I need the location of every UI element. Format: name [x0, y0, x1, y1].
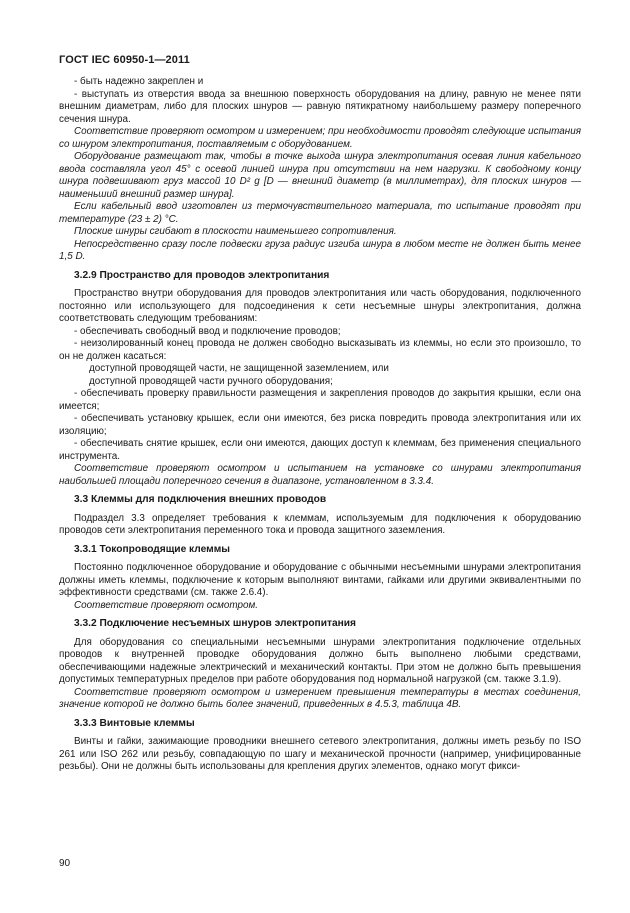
compliance-paragraph: Оборудование размещают так, чтобы в точке выхода шнура электропитания осевая линия кабельного ввода составляла угол 45° с осевой линией шнура при отсутствии на нем нагрузки. К свободному концу шнура подвешивают груз массой 10 D² g [D — внешний диаметр (в миллиметрах), для плоских шнуров — наименьший внешний размер шнура]. [59, 151, 581, 200]
compliance-paragraph: Соответствие проверяют осмотром и измерением; при необходимости проводят следующие испытания со шнуром электропитания, поставляемым с оборудованием. [59, 126, 581, 150]
section-heading: 3.3.1 Токопроводящие клеммы [74, 543, 230, 555]
paragraph: - неизолированный конец провода не должен свободно высказывать из клеммы, но если это произошло, то он не должен касаться: [59, 338, 581, 362]
list-subitem: доступной проводящей части, не защищенной заземлением, или [89, 363, 389, 374]
compliance-paragraph: Плоские шнуры сгибают в плоскости наименьшего сопротивления. [74, 226, 397, 237]
page-number: 90 [59, 858, 71, 869]
section-heading: 3.2.9 Пространство для проводов электропитания [74, 269, 330, 281]
compliance-paragraph: Соответствие проверяют осмотром. [74, 599, 259, 611]
paragraph: Винты и гайки, зажимающие проводники внешнего сетевого электропитания, должны иметь резьбу по ISO 261 или ISO 262 или резьбу, совпадающую по шагу и механической прочности (например, унифицированные резьбы). Они не должны быть использованы для крепления других элементов, однако могут фикси- [59, 736, 581, 772]
paragraph: Пространство внутри оборудования для проводов электропитания или часть оборудования, подключенного постоянно или использующего для подсоединения к сети несъемные шнуры электропитания, должна соответствовать следующим требованиям: [59, 288, 581, 324]
list-subitem: доступной проводящей части ручного оборудования; [89, 375, 333, 387]
paragraph: - обеспечивать установку крышек, если они имеются, без риска повредить провода электропитания или их изоляцию; [59, 413, 581, 437]
section-heading: 3.3 Клеммы для подключения внешних проводов [74, 494, 327, 505]
paragraph: - выступать из отверстия ввода за внешнюю поверхность оборудования на длину, равную не менее пяти внешним диаметрам, либо для плоских шнуров — равную пятикратному наибольшему размеру поперечного сечения шнура. [59, 88, 581, 125]
compliance-paragraph: Соответствие проверяют осмотром и измерением превышения температуры в местах соединения, значение которой не должно быть более значений, приведенных в 4.5.3, таблица 4В. [59, 686, 581, 710]
paragraph: - быть надежно закреплен и [74, 76, 204, 87]
compliance-paragraph: Непосредственно сразу после подвески груза радиус изгиба шнура в любом месте не должен быть менее 1,5 D. [59, 238, 581, 262]
paragraph: Постоянно подключенное оборудование и оборудование с обычными несъемными шнурами электропитания должны иметь клеммы, подключение к которым выполняют винтами, гайками или другими эквивалентными по эффективности средствами (см. также 2.6.4). [59, 562, 581, 598]
paragraph: Для оборудования со специальными несъемными шнурами электропитания подключение отдельных проводов к внутренней проводке оборудования должно быть выполнено любыми средствами, обеспечивающими надежные электрический и механический контакты. При этом не должно быть превышения допустимых температурных пределов при работе оборудования под нормальной нагрузкой (см. также 3.1.9). [59, 636, 581, 685]
paragraph: - обеспечивать снятие крышек, если они имеются, дающих доступ к клеммам, без применения специального инструмента. [59, 438, 581, 462]
paragraph: - обеспечивать свободный ввод и подключение проводов; [74, 325, 341, 337]
compliance-paragraph: Если кабельный ввод изготовлен из термочувствительного материала, то испытание проводят при температуре (23 ± 2) °С. [59, 201, 581, 225]
page-header: ГОСТ IEC 60950-1—2011 [59, 54, 190, 66]
document-body [59, 76, 581, 774]
section-heading: 3.3.2 Подключение несъемных шнуров электропитания [74, 618, 356, 629]
paragraph: Подраздел 3.3 определяет требования к клеммам, используемым для подключения к оборудованию проводов сети электропитания переменного тока и провода защитного заземления. [59, 512, 581, 536]
section-heading: 3.3.3 Винтовые клеммы [74, 717, 195, 729]
compliance-paragraph: Соответствие проверяют осмотром и испытанием на установке со шнурами электропитания наибольшей площади поперечного сечения в диапазоне, установленном в 3.3.4. [59, 463, 581, 487]
paragraph: - обеспечивать проверку правильности размещения и закрепления проводов до закрытия крышки, если она имеется; [59, 388, 581, 412]
